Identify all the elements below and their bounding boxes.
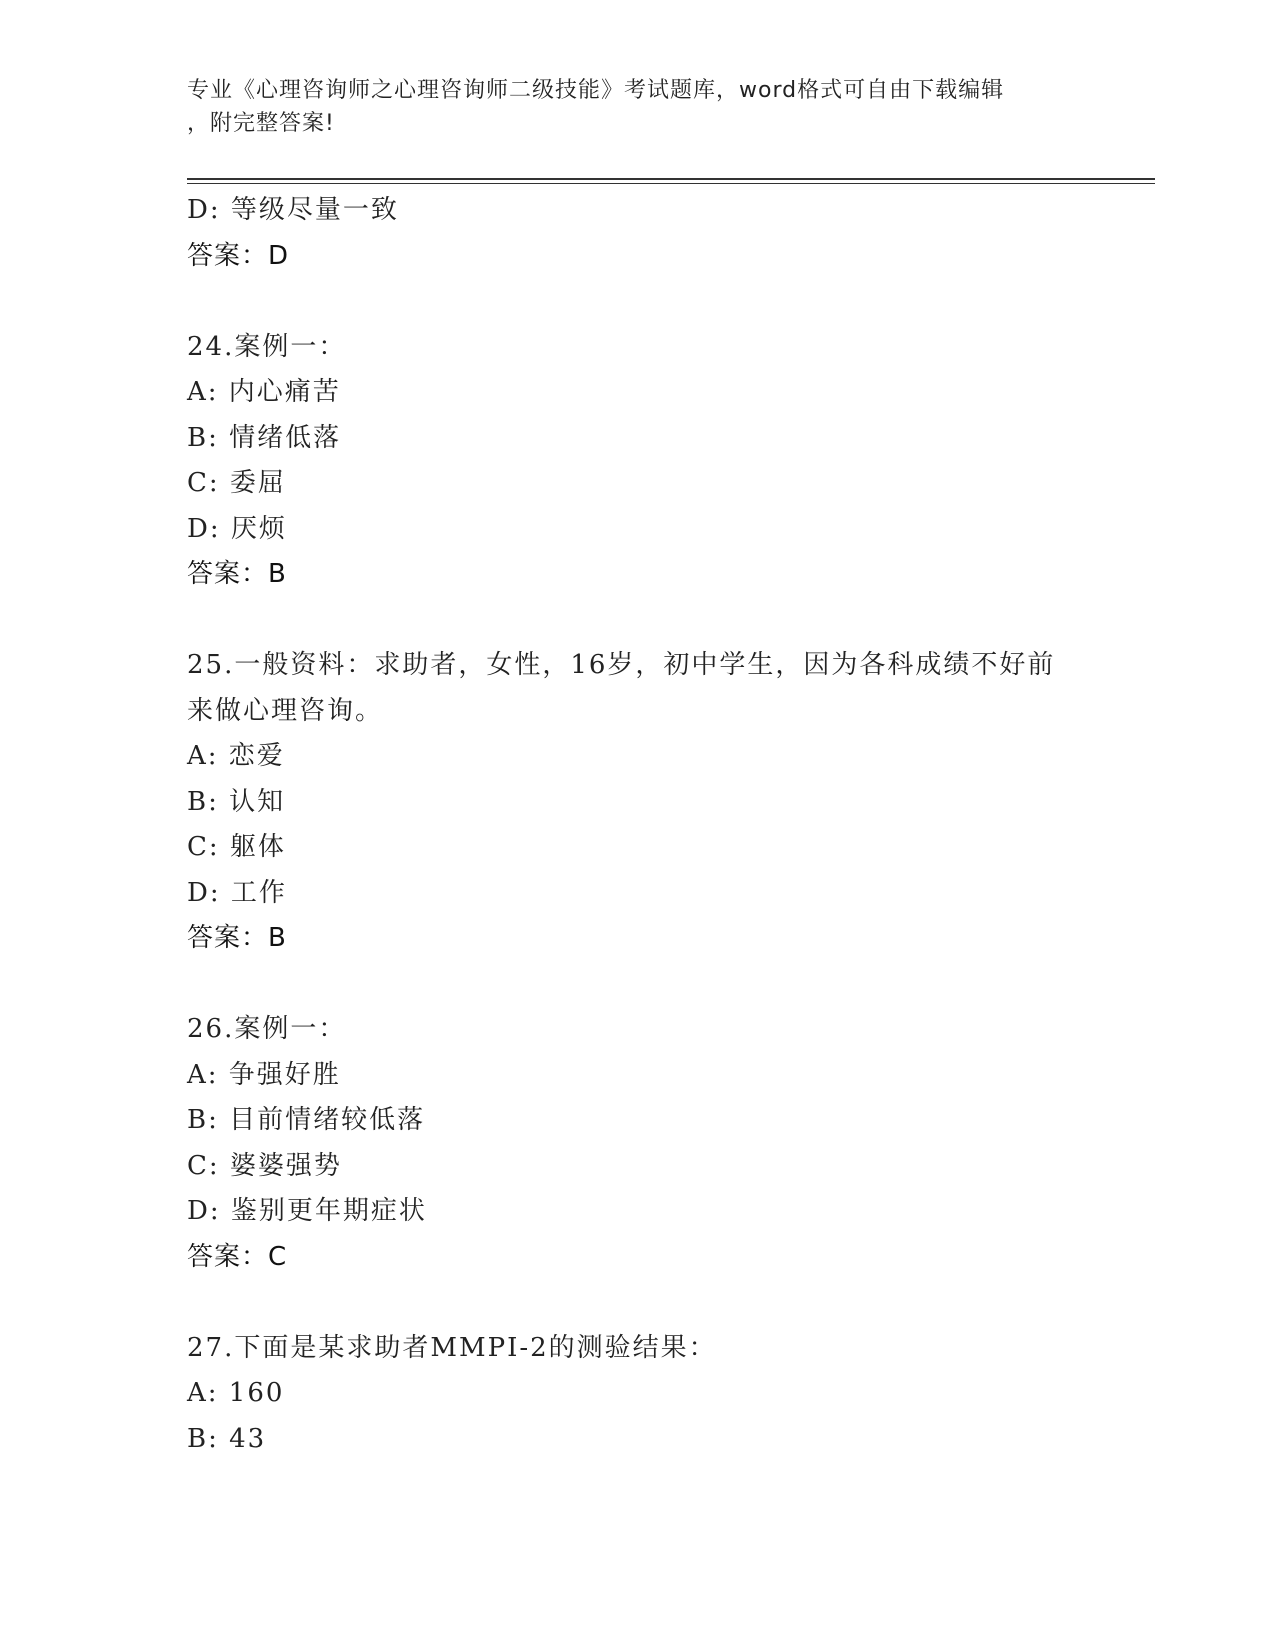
question-25-stem-line-1: 25.一般资料：求助者，女性，16岁，初中学生，因为各科成绩不好前 — [187, 650, 1056, 680]
question-26-option-d: D: 鉴别更年期症状 — [187, 1196, 427, 1226]
question-26-option-c: C: 婆婆强势 — [187, 1150, 342, 1181]
header-rule-thin — [187, 183, 1155, 184]
spacer — [187, 1280, 1117, 1326]
header-line-2: ，附完整答案! — [187, 111, 335, 136]
question-26-stem: 26.案例一： — [187, 1014, 347, 1044]
question-27-option-b: B: 43 — [187, 1423, 267, 1454]
question-25-option-d: D: 工作 — [187, 877, 287, 908]
document-header — [187, 74, 1087, 140]
question-24-option-d: D: 厌烦 — [187, 513, 287, 544]
prev-question-option-d: D: 等级尽量一致 — [187, 195, 399, 225]
document-content — [187, 188, 1117, 1462]
question-25-option-c: C: 躯体 — [187, 832, 286, 862]
question-26-option-a: A: 争强好胜 — [187, 1059, 341, 1090]
question-27-option-a: A: 160 — [187, 1378, 285, 1408]
question-24-option-a: A: 内心痛苦 — [187, 377, 341, 407]
question-27-stem: 27.下面是某求助者MMPI-2的测验结果： — [187, 1332, 717, 1363]
question-25-option-b: B: 认知 — [187, 786, 286, 817]
prev-question-answer: 答案：D — [187, 240, 290, 271]
header-line-1: 专业《心理咨询师之心理咨询师二级技能》考试题库，word格式可自由下载编辑 — [187, 78, 1005, 103]
spacer — [187, 279, 1117, 325]
question-24-answer: 答案：B — [187, 559, 287, 589]
question-25-answer: 答案：B — [187, 923, 287, 953]
spacer — [187, 598, 1117, 644]
question-24-option-b: B: 情绪低落 — [187, 422, 342, 453]
question-25-stem-line-2: 来做心理咨询。 — [187, 695, 384, 726]
header-rule-thick — [187, 178, 1155, 180]
question-25-option-a: A: 恋爱 — [187, 741, 285, 771]
question-24-option-c: C: 委屈 — [187, 468, 286, 498]
question-24-stem: 24.案例一： — [187, 331, 347, 362]
question-26-option-b: B: 目前情绪较低落 — [187, 1105, 426, 1135]
question-26-answer: 答案：C — [187, 1241, 288, 1272]
spacer — [187, 962, 1117, 1008]
